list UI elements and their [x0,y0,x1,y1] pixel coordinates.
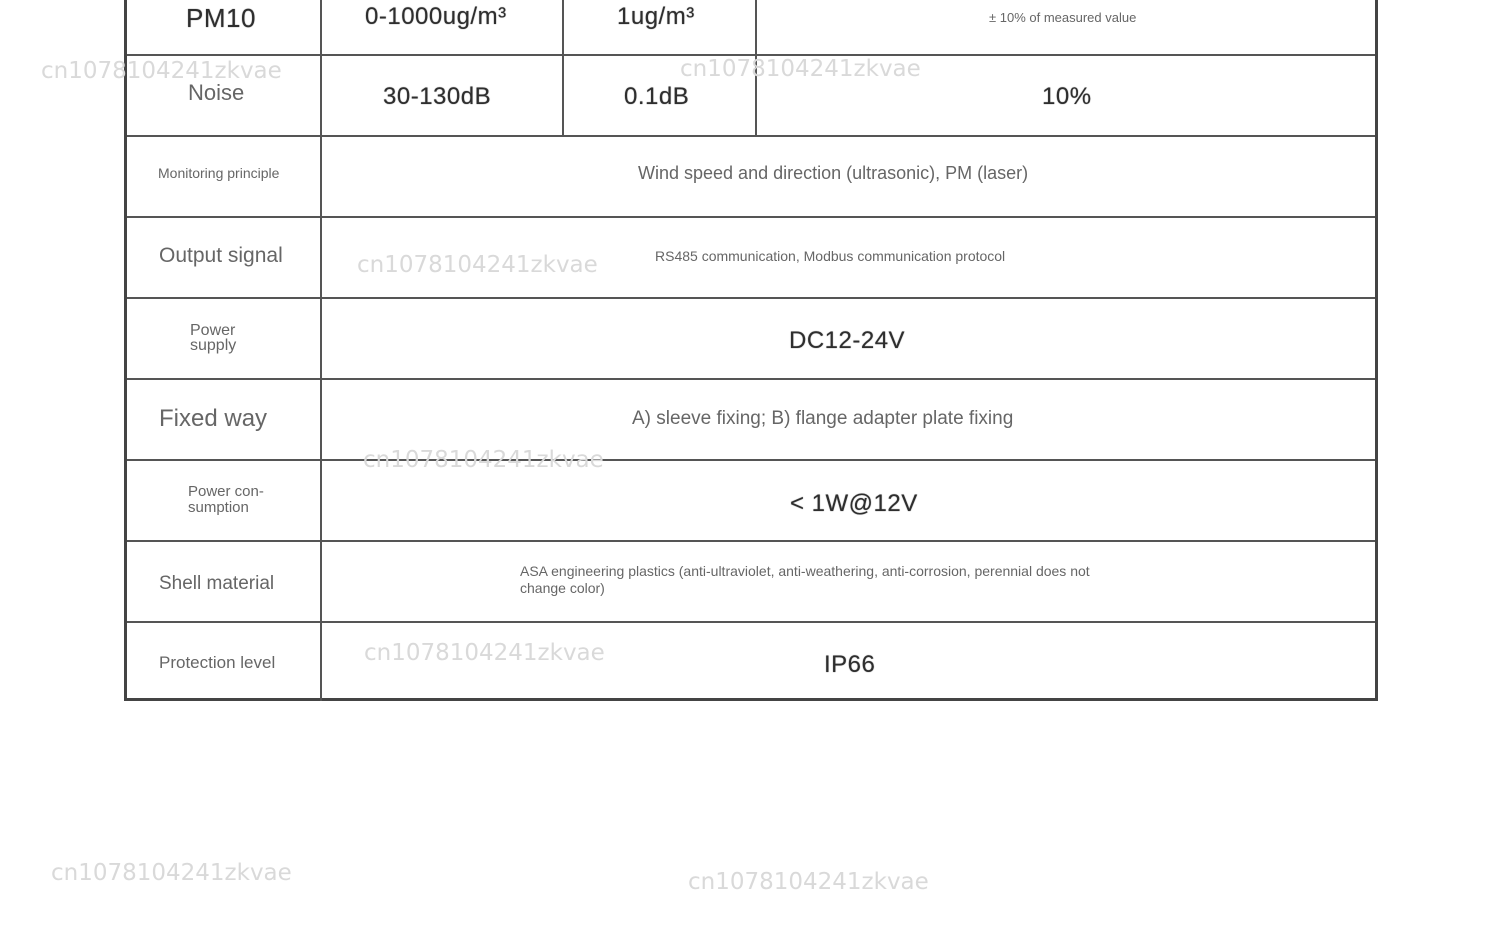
shell-material-label: Shell material [159,573,275,594]
table-row-fixed-way [127,380,1375,461]
power-consumption-label-line2: sumption [188,499,249,516]
spec-table [124,0,1378,701]
pm10-accuracy: ± 10% of measured value [989,10,1137,25]
watermark: cn1078104241zkvae [680,56,921,82]
table-row-power-supply [127,299,1375,380]
power-supply-label-line2: supply [190,337,237,354]
noise-range: 30-130dB [383,83,492,110]
noise-resolution: 0.1dB [624,83,690,110]
table-row-protection-level [127,623,1375,701]
monitoring-principle-label: Monitoring principle [158,165,280,181]
watermark: cn1078104241zkvae [357,252,598,278]
noise-accuracy: 10% [1042,83,1092,110]
table-row-pm10 [127,0,1375,56]
table-row-power-consumption [127,461,1375,542]
noise-label: Noise [188,80,245,105]
power-consumption-value: < 1W@12V [790,490,918,517]
output-signal-label: Output signal [159,244,283,267]
power-consumption-label-line1: Power con- [188,483,264,500]
protection-level-value: IP66 [824,651,876,678]
watermark: cn1078104241zkvae [41,58,282,84]
monitoring-principle-value: Wind speed and direction (ultrasonic), PM (laser) [638,163,1029,183]
table-row-monitoring-principle [127,137,1375,218]
pm10-range: 0-1000ug/m³ [365,3,507,30]
shell-material-value-line2: change color) [520,580,605,596]
fixed-way-label: Fixed way [159,405,268,432]
protection-level-label: Protection level [159,653,276,672]
output-signal-value: RS485 communication, Modbus communication protocol [655,248,1006,264]
watermark: cn1078104241zkvae [363,447,604,473]
shell-material-value-line1: ASA engineering plastics (anti-ultraviolet, anti-weathering, anti-corrosion, perennial does not [520,563,1090,579]
pm10-label: PM10 [186,3,256,33]
watermark: cn1078104241zkvae [364,640,605,666]
table-row-shell-material [127,542,1375,623]
power-supply-label-line1: Power [190,322,236,339]
watermark: cn1078104241zkvae [51,860,292,886]
pm10-resolution: 1ug/m³ [617,3,695,30]
watermark: cn1078104241zkvae [688,869,929,895]
fixed-way-value: A) sleeve fixing; B) flange adapter plate fixing [632,408,1014,429]
power-supply-value: DC12-24V [789,327,906,354]
table-row-output-signal [127,218,1375,299]
